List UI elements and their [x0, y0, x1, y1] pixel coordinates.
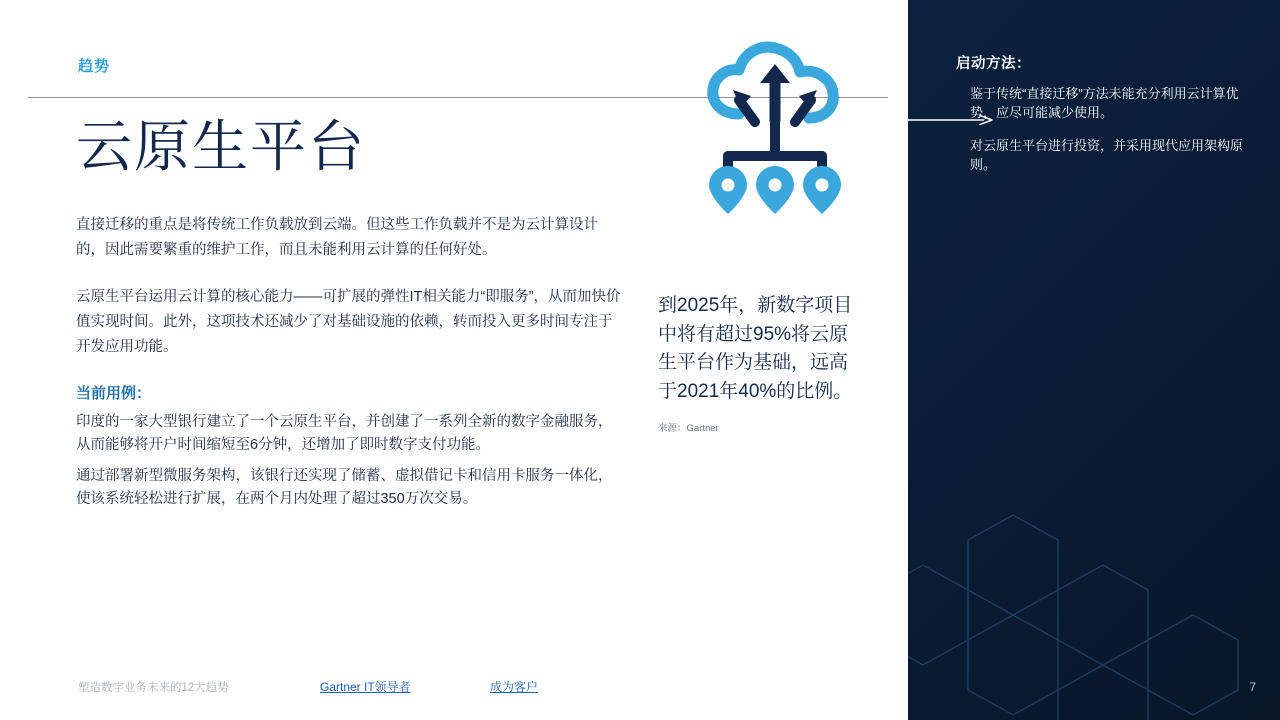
statistic-block [658, 292, 863, 434]
statistic-text: 到2025年，新数字项目中将有超过95%将云原生平台作为基础，远高于2021年40%的比例。 [658, 295, 853, 402]
page-number: 7 [1249, 680, 1256, 694]
body-column [76, 213, 624, 519]
right-panel [908, 0, 1280, 720]
arrow-right-icon [908, 114, 996, 126]
use-cases-subhead: 当前用例： [76, 384, 152, 402]
footer-note: 塑造数字业务未来的12大趋势 [78, 682, 229, 694]
callout-block [956, 52, 1244, 188]
hexagon-pattern-decoration [908, 420, 1280, 720]
body-paragraph-1: 直接迁移的重点是将传统工作负载放到云端。但这些工作负载并不是为云计算设计的，因此需要繁重的维护工作，而且未能利用云计算的任何好处。 [76, 217, 598, 258]
callout-title: 启动方法： [956, 56, 1031, 72]
callout-paragraph-1: 鉴于传统“直接迁移”方法未能充分利用云计算优势，应尽可能减少使用。 [970, 86, 1239, 120]
footer-link-gartner-it-leaders[interactable]: Gartner IT领导者 [320, 680, 411, 694]
body-paragraph-3: 印度的一家大型银行建立了一个云原生平台，并创建了一系列全新的数字金融服务，从而能够将开户时间缩短至6分钟，还增加了即时数字支付功能。 [76, 413, 613, 453]
footer-link-become-client[interactable]: 成为客户 [490, 680, 539, 694]
statistic-source: 来源：Gartner [658, 423, 719, 434]
callout-paragraph-2: 对云原生平台进行投资，并采用现代应用架构原则。 [970, 137, 1244, 172]
body-paragraph-4: 通过部署新型微服务架构，该银行还实现了储蓄、虚拟借记卡和信用卡服务一体化，使该系统轻松进行扩展，在两个月内处理了超过350万次交易。 [76, 468, 613, 508]
cloud-network-icon [695, 38, 855, 218]
section-kicker: 趋势 [78, 58, 111, 75]
page-title: 云原生平台 [76, 117, 366, 179]
body-paragraph-2: 云原生平台运用云计算的核心能力——可扩展的弹性IT相关能力“即服务”，从而加快价值实现时间。此外，这项技术还减少了对基础设施的依赖，转而投入更多时间专注于开发应用功能。 [76, 288, 621, 355]
